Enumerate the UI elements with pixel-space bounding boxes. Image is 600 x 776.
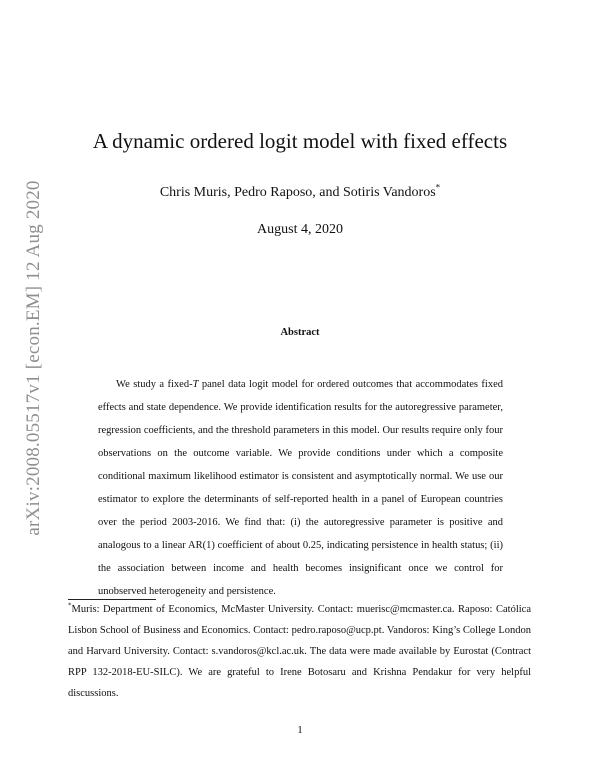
abstract-text-rest: panel data logit model for ordered outcomes that accommodates fixed effects and state dependence. We provide identification results for the autoregressive parameter, regression coefficients, and the threshold parameters in this model. Our results require only four observations on the outcome variable. We provide conditions under which a composite conditional maximum likelihood estimator is consistent and asymptotically normal. We use our estimator to explore the determinants of self-reported health in a panel of European countries over the period 2003-2016. We find that: (i) the autoregressive parameter is positive and analogous to a linear AR(1) coefficient of about 0.25, indicating persistence in health status; (ii) the association between income and health becomes insignificant once we control for unobserved heterogeneity and persistence. (98, 379, 503, 597)
footnote (68, 599, 531, 704)
abstract-heading: Abstract (280, 327, 320, 338)
abstract-paragraph (98, 373, 503, 603)
publication-date: August 4, 2020 (257, 222, 343, 237)
footnote-paragraph (68, 599, 531, 704)
author-list (0, 182, 600, 201)
abstract-body (98, 373, 503, 603)
footnote-text: Muris: Department of Economics, McMaster University. Contact: muerisc@mcmaster.ca. Raposo: Católica Lisbon School of Business and Economics. Contact: pedro.raposo@ucp.pt. Vandoros: King’s College London and Harvard University. Contact: s.vandoros@kcl.ac.uk. The data were made available by Eurostat (Contract RPP 132-2018-EU-SILC). We are grateful to Irene Botosaru and Krishna Pendakur for very helpful discussions. (68, 604, 531, 699)
footnote-marker: * (68, 601, 72, 610)
author-names: Chris Muris, Pedro Raposo, and Sotiris Vandoros (159, 185, 436, 200)
arxiv-identifier-text: arXiv:2008.05517v1 [econ.EM] 12 Aug 2020 (23, 179, 44, 536)
abstract-T-symbol: T (192, 379, 199, 390)
page-number: 1 (297, 724, 303, 736)
author-footnote-marker: * (435, 182, 441, 193)
abstract-text-start: We study a fixed- (116, 379, 193, 390)
paper-title: A dynamic ordered logit model with fixed effects (92, 129, 508, 153)
